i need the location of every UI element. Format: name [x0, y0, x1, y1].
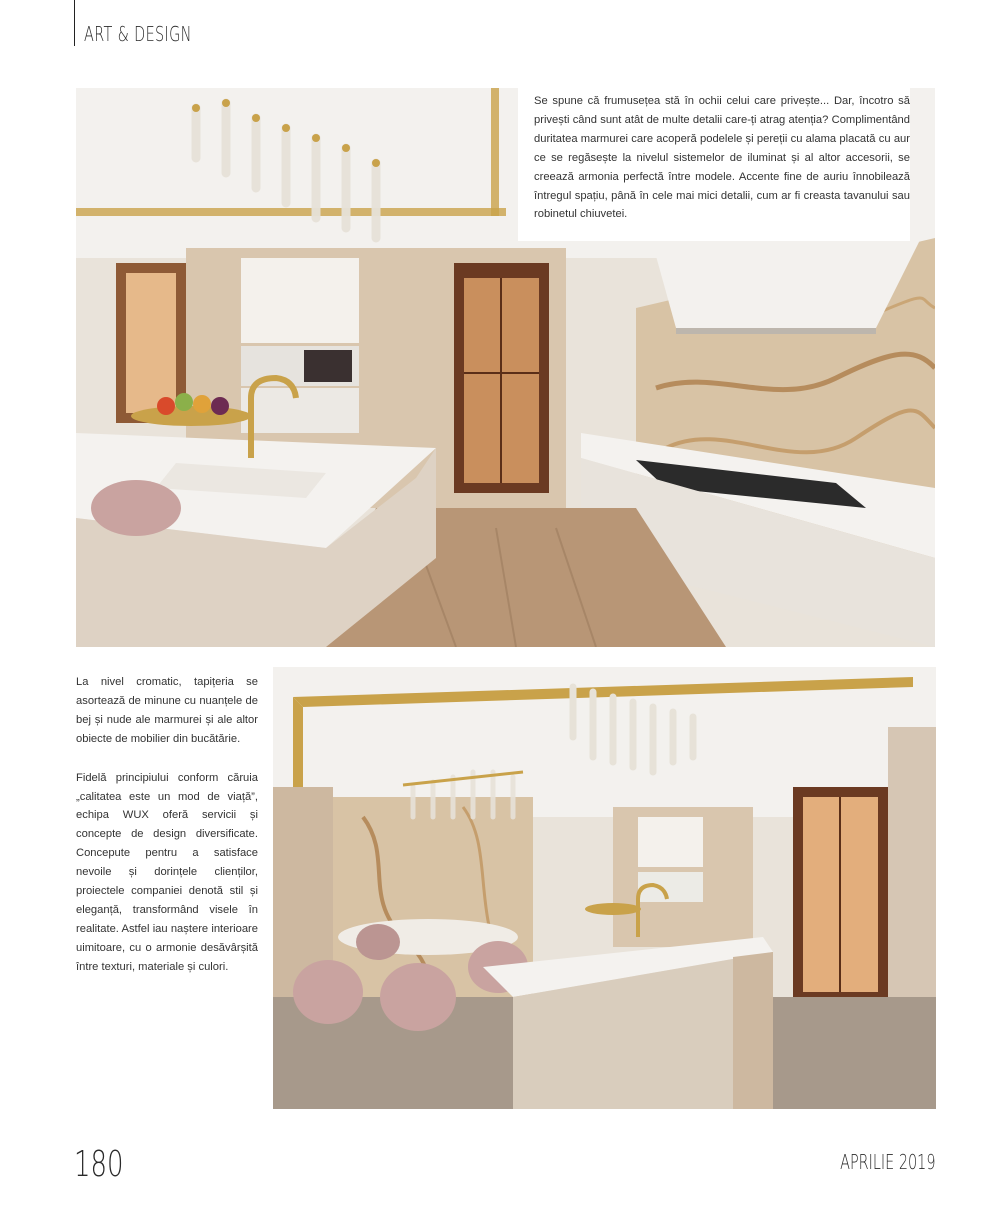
body-paragraph-1: La nivel cromatic, tapițeria se asortează de minune cu nuanțele de bej și nude ale marmurei și ale altor obiecte de mobilier din bucătărie.: [76, 676, 258, 745]
section-label: ART & DESIGN: [84, 22, 192, 46]
issue-date: APRILIE 2019: [839, 1150, 935, 1174]
body-paragraph-2: Fidelă principiului conform căruia „calitatea este un mod de viață”, echipa WUX oferă servicii și concepte de design diversificate. Concepute pentru a satisface nevoile și dorințele clienților, proiectele companiei denotă stil și eleganță, transformând visele în realitate. Astfel iau naștere interioare uimitoare, cu o armonie desăvârșită între texturi, materiale și culori.: [76, 771, 258, 973]
page-number: 180: [74, 1144, 124, 1185]
body-column: [76, 673, 258, 997]
caption-text: Se spune că frumusețea stă în ochii celui care privește... Dar, încotro să privești când sunt atât de multe detalii care-ți atrag atenția? Complimentând duritatea marmurei care acoperă podelele și pereții cu alama placată cu aur ce se regăsește la nivelul sistemelor de iluminat și al altor accesorii, se creează armonia perfectă între modele. Accente fine de auriu înnobilează întregul spațiu, până în cele mai mici detalii, cum ar fi creasta tavanului sau robinetul chiuvetei.: [534, 95, 910, 221]
caption-box: [518, 88, 910, 241]
kitchen-photo-bottom: [273, 667, 936, 1109]
header-rule: [74, 0, 75, 46]
